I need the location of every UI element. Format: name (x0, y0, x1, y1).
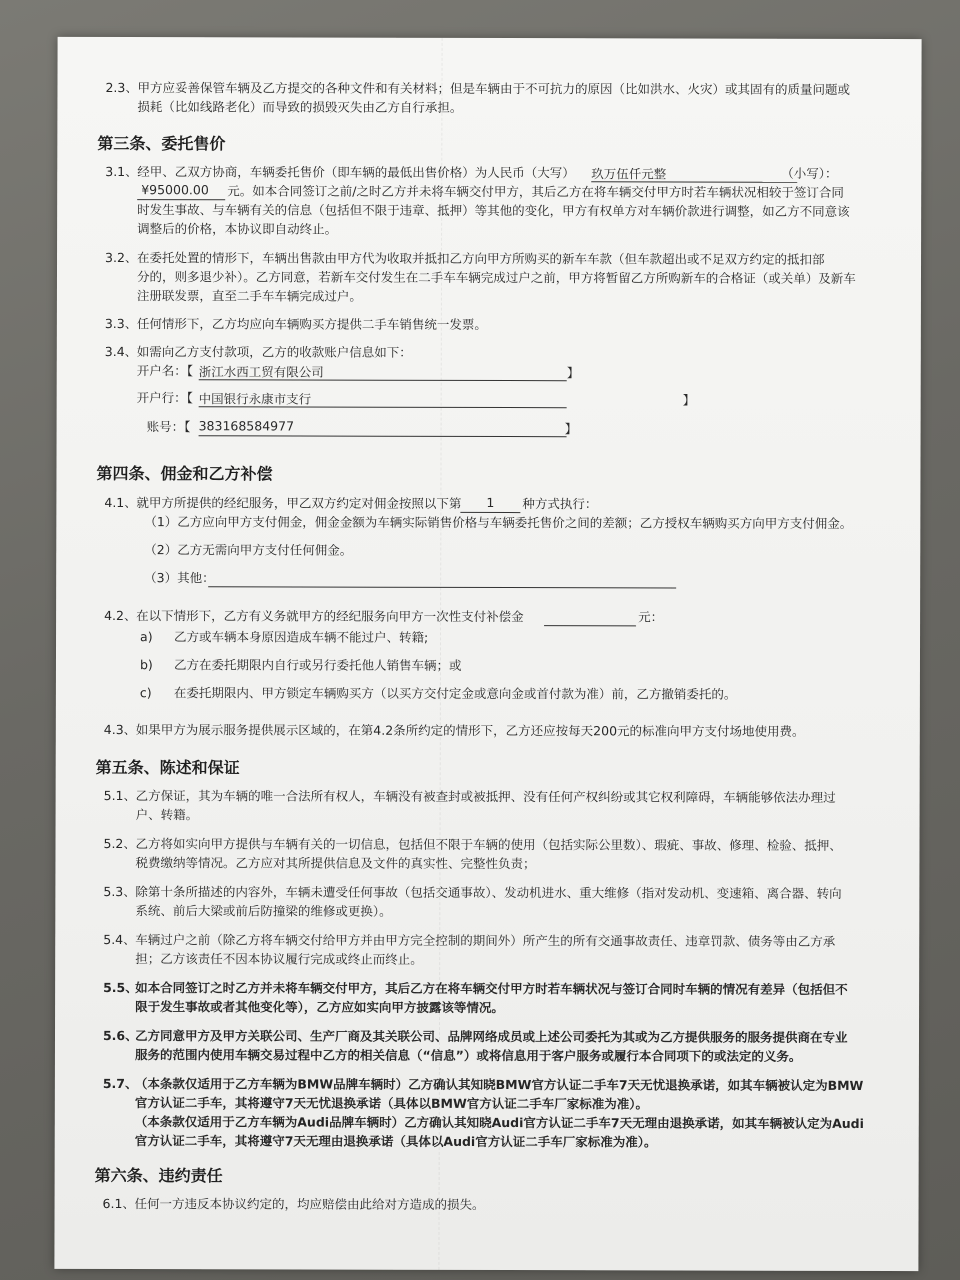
clause-4-2-line1a: 在以下情形下，乙方有义务就甲方的经纪服务向甲方一次性支付补偿金 (136, 608, 524, 625)
clause-5-6-line2: 服务的范围内使用车辆交易过程中乙方的相关信息（“信息”）或将信息用于客户服务或履行本合同项下的或法定的义务。 (134, 1047, 802, 1064)
item-label: c) (139, 685, 152, 701)
clause-5-3-line2: 系统、前后大梁或前后防撞梁的维修或更换）。 (135, 903, 392, 919)
close-bracket: 】 (566, 365, 580, 381)
clause-5-4-line2: 担；乙方该责任不因本协议履行完成或终止而终止。 (135, 951, 423, 967)
clause-5-5-line2: 限于发生事故或者其他变化等），乙方应如实向甲方披露该等情况。 (135, 999, 504, 1016)
clause-number: 5.1、 (103, 787, 137, 804)
account-name-label: 开户名：【 (136, 363, 194, 379)
clause-5-5-line1: 如本合同签订之时乙方并未将车辆交付甲方，其后乙方在将车辆交付甲方时若车辆状况与签订合同时车辆的情况有差异（包括但不 (135, 980, 848, 997)
account-no-label: 账号：【 (146, 419, 191, 435)
clause-5-7-line4: 官方认证二手车，其将遵守7天无理由退换承诺（具体以Audi官方认证二手车厂家标准为准）。 (134, 1133, 657, 1150)
clause-5-1-line1: 乙方保证，其为车辆的唯一合法所有权人，车辆没有被查封或被抵押、没有任何产权纠纷或其它权利障碍，车辆能够依法办理过 (135, 788, 836, 805)
clause-number: 4.2、 (104, 607, 137, 624)
bank-field (199, 389, 567, 408)
clause-3-2-line2: 分的，则多退少补）。乙方同意，若新车交付发生在二手车车辆完成过户之前，甲方将暂留乙方所购新车的合格证（或关单）及新车 (136, 269, 856, 286)
clause-2-3-line2: 损耗（比如线路老化）而导致的损毁灭失由乙方自行承担。 (137, 99, 463, 115)
section-5-title: 第五条、陈述和保证 (95, 757, 240, 778)
price-upper-value: 玖万伍仟元整 (591, 166, 667, 182)
clause-number: 5.5、 (103, 979, 138, 996)
commission-option-1: （1）乙方应向甲方支付佣金，佣金金额为车辆实际销售价格与车辆委托售价之间的差额；乙方授权车辆购买方向甲方支付佣金。 (144, 514, 853, 531)
clause-number: 5.4、 (103, 931, 136, 948)
price-upper-field (591, 164, 797, 183)
clause-3-1-line4: 调整后的价格，本协议即自动终止。 (137, 221, 338, 237)
clause-3-3-line1: 任何情形下，乙方均应向车辆购买方提供二手车销售统一发票。 (136, 316, 487, 332)
clause-6-1-line1: 任何一方违反本协议约定的，均应赔偿由此给对方造成的损失。 (134, 1196, 485, 1212)
clause-number: 3.2、 (105, 249, 138, 266)
commission-choice-field (460, 495, 520, 513)
item-label: b) (139, 657, 153, 673)
account-name-value: 浙江水西工贸有限公司 (198, 364, 324, 380)
section-6-title: 第六条、违约责任 (94, 1165, 223, 1186)
clause-3-1-line2: 元。如本合同签订之前/之时乙方并未将车辆交付甲方，其后乙方在将车辆交付甲方时若车辆状况相较于签订合同 (227, 183, 844, 200)
clause-3-1-line3: 时发生事故、与车辆有关的信息（包括但不限于违章、抵押）等其他的变化，甲方有权单方对车辆价款进行调整，如乙方不同意该 (137, 202, 850, 219)
clause-4-2-a: 乙方或车辆本身原因造成车辆不能过户、转籍; (174, 629, 429, 645)
clause-4-2-b: 乙方在委托期限内自行或另行委托他人销售车辆；或 (173, 657, 462, 673)
clause-4-2-line1b: 元： (638, 609, 664, 625)
commission-option-2: （2）乙方无需向甲方支付任何佣金。 (144, 542, 353, 558)
clause-3-1-line1b: （小写）： (781, 165, 838, 181)
clause-number: 6.1、 (102, 1195, 135, 1212)
clause-5-7-line2: 官方认证二手车，其将遵守7天无忧退换承诺（具体以BMW官方认证二手车厂家标准为准）。 (134, 1095, 649, 1112)
clause-number: 3.4、 (104, 343, 138, 360)
account-name-field (199, 362, 567, 381)
clause-number: 4.3、 (103, 721, 137, 738)
price-lower-field (137, 182, 225, 200)
bank-label: 开户行：【 (136, 390, 193, 406)
clause-number: 5.6、 (102, 1027, 138, 1044)
clause-4-3-line1: 如果甲方为展示服务提供展示区域的，在第4.2条所约定的情形下，乙方还应按每天200元的标准向甲方支付场地使用费。 (135, 722, 805, 739)
clause-5-1-line2: 户、转籍。 (135, 807, 199, 823)
clause-number: 5.3、 (103, 883, 136, 900)
section-3-title: 第三条、委托售价 (97, 133, 226, 154)
close-bracket: 】 (564, 421, 578, 437)
clause-4-1-line1a: 就甲方所提供的经纪服务，甲乙双方约定对佣金按照以下第 (136, 495, 462, 511)
clause-5-7-line3: （本条款仅适用于乙方车辆为Audi品牌车辆时）乙方确认其知晓Audi官方认证二手车7天无理由退换承诺，如其车辆被认定为Audi (134, 1114, 864, 1131)
clause-5-2-line1: 乙方将如实向甲方提供与车辆有关的一切信息，包括但不限于车辆的使用（包括实际公里数）、瑕疵、事故、修理、检验、抵押、 (135, 836, 842, 853)
clause-5-4-line1: 车辆过户之前（除乙方将车辆交付给甲方并由甲方完全控制的期间外）所产生的所有交通事故责任、违章罚款、债务等由乙方承 (135, 932, 836, 949)
clause-number: 4.1、 (104, 494, 137, 511)
clause-3-4-line1: 如需向乙方支付款项，乙方的收款账户信息如下： (136, 344, 412, 360)
clause-2-3-line1: 甲方应妥善保管车辆及乙方提交的各种文件和有关材料；但是车辆由于不可抗力的原因（比如洪水、火灾）或其固有的质量问题或 (137, 80, 851, 97)
clause-5-6-line1: 乙方同意甲方及甲方关联公司、生产厂商及其关联公司、品牌网络成员或上述公司委托为其或为乙方提供服务的服务提供商在专业 (134, 1028, 848, 1045)
commission-option-3: （3）其他： (144, 570, 215, 586)
price-lower-value: ¥95000.00 (141, 182, 209, 198)
compensation-field (544, 608, 636, 626)
close-bracket: 】 (682, 392, 696, 408)
account-no-field (199, 418, 567, 437)
clause-4-1-line1b: 种方式执行： (522, 496, 598, 512)
clause-4-2-c: 在委托期限内、甲方锁定车辆购买方（以买方交付定金或意向金或首付款为准）前，乙方撤销委托的。 (173, 685, 737, 702)
commission-choice-value: 1 (486, 494, 495, 511)
clause-5-3-line1: 除第十条所描述的内容外，车辆未遭受任何事故（包括交通事故）、发动机进水、重大维修（指对发动机、变速箱、离合器、转向 (135, 884, 842, 901)
contract-page (54, 37, 921, 1271)
clause-5-7-line1: （本条款仅适用于乙方车辆为BMW品牌车辆时）乙方确认其知晓BMW官方认证二手车7天无忧退换承诺，如其车辆被认定为BMW (134, 1076, 864, 1093)
clause-3-2-line3: 注册联发票，直至二手车车辆完成过户。 (136, 288, 362, 304)
bank-value: 中国银行永康市支行 (198, 391, 312, 407)
commission-other-field (208, 569, 676, 588)
clause-number: 3.3、 (104, 315, 138, 332)
item-label: a) (140, 629, 153, 645)
section-4-title: 第四条、佣金和乙方补偿 (96, 463, 273, 484)
clause-number: 5.7、 (102, 1075, 138, 1092)
clause-number: 5.2、 (103, 835, 136, 852)
clause-3-1-line1a: 经甲、乙双方协商，车辆委托售价（即车辆的最低出售价格）为人民币（大写） (137, 164, 575, 181)
clause-number: 2.3、 (105, 79, 138, 96)
account-no-value: 383168584977 (198, 418, 295, 434)
clause-5-2-line2: 税费缴纳等情况。乙方应对其所提供信息及文件的真实性、完整性负责； (135, 855, 536, 872)
clause-number: 3.1、 (105, 163, 138, 180)
clause-3-2-line1: 在委托处置的情形下，车辆出售款由甲方代为收取并抵扣乙方向甲方所购买的新车车款（但车款超出或不足双方约定的抵扣部 (137, 250, 825, 267)
